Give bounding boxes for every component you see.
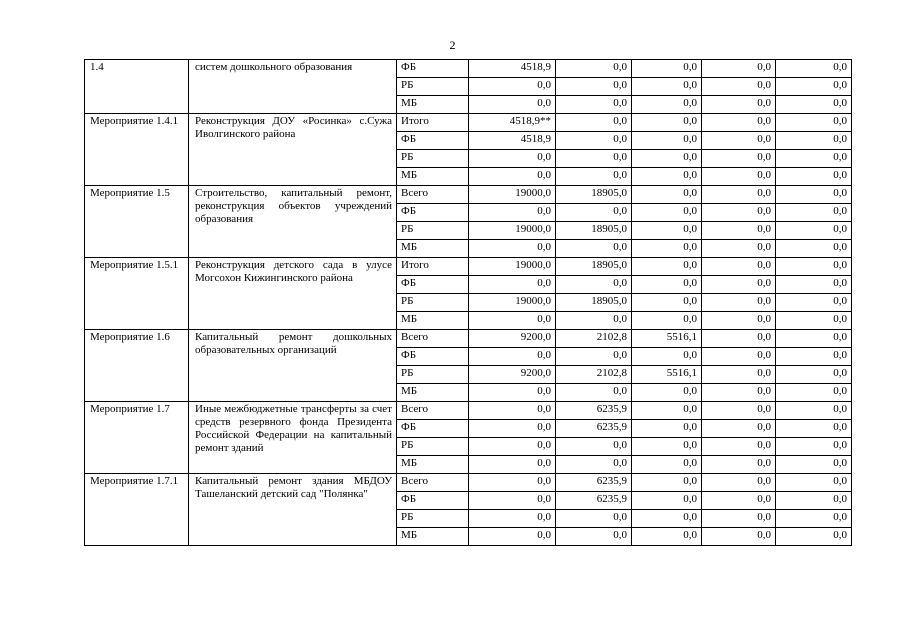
amount-cell: 0,0 (556, 276, 632, 294)
amount-cell: 0,0 (469, 276, 556, 294)
amount-cell: 0,0 (702, 132, 776, 150)
amount-cell: 0,0 (702, 60, 776, 78)
amount-cell: 0,0 (776, 456, 852, 474)
activity-name: Мероприятие 1.4.1 (85, 114, 189, 186)
amount-cell: 6235,9 (556, 402, 632, 420)
budget-source: РБ (397, 78, 469, 96)
activity-name: 1.4 (85, 60, 189, 114)
amount-cell: 19000,0 (469, 258, 556, 276)
amount-cell: 0,0 (702, 204, 776, 222)
budget-source: МБ (397, 384, 469, 402)
amount-cell: 0,0 (556, 438, 632, 456)
amount-cell: 0,0 (776, 294, 852, 312)
amount-cell: 0,0 (702, 186, 776, 204)
amount-cell: 0,0 (702, 294, 776, 312)
amount-cell: 0,0 (632, 492, 702, 510)
amount-cell: 0,0 (556, 312, 632, 330)
table-row (85, 60, 852, 78)
amount-cell: 0,0 (702, 258, 776, 276)
budget-source: РБ (397, 366, 469, 384)
amount-cell: 0,0 (632, 474, 702, 492)
amount-cell: 0,0 (776, 384, 852, 402)
budget-source: Всего (397, 402, 469, 420)
amount-cell: 19000,0 (469, 186, 556, 204)
amount-cell: 4518,9 (469, 60, 556, 78)
amount-cell: 0,0 (556, 114, 632, 132)
amount-cell: 0,0 (702, 528, 776, 546)
activity-name: Мероприятие 1.7.1 (85, 474, 189, 546)
page-number: 2 (449, 38, 456, 52)
amount-cell: 0,0 (632, 528, 702, 546)
activity-name: Мероприятие 1.5 (85, 186, 189, 258)
amount-cell: 0,0 (556, 132, 632, 150)
budget-source: Итого (397, 114, 469, 132)
budget-source: МБ (397, 312, 469, 330)
amount-cell: 0,0 (469, 474, 556, 492)
amount-cell: 0,0 (776, 186, 852, 204)
amount-cell: 0,0 (556, 528, 632, 546)
amount-cell: 0,0 (776, 510, 852, 528)
amount-cell: 0,0 (702, 96, 776, 114)
amount-cell: 0,0 (702, 492, 776, 510)
amount-cell: 0,0 (702, 474, 776, 492)
amount-cell: 0,0 (632, 312, 702, 330)
amount-cell: 0,0 (702, 168, 776, 186)
activity-name: Мероприятие 1.7 (85, 402, 189, 474)
amount-cell: 19000,0 (469, 222, 556, 240)
amount-cell: 0,0 (776, 528, 852, 546)
amount-cell: 0,0 (469, 510, 556, 528)
budget-source: Всего (397, 330, 469, 348)
table-row (85, 330, 852, 348)
amount-cell: 0,0 (632, 438, 702, 456)
amount-cell: 0,0 (776, 240, 852, 258)
table-row (85, 258, 852, 276)
amount-cell: 0,0 (632, 186, 702, 204)
budget-source: МБ (397, 168, 469, 186)
budget-source: ФБ (397, 132, 469, 150)
amount-cell: 0,0 (776, 312, 852, 330)
table-row (85, 186, 852, 204)
amount-cell: 0,0 (556, 348, 632, 366)
amount-cell: 0,0 (469, 492, 556, 510)
amount-cell: 0,0 (702, 150, 776, 168)
amount-cell: 0,0 (632, 276, 702, 294)
amount-cell: 18905,0 (556, 222, 632, 240)
amount-cell: 0,0 (469, 240, 556, 258)
amount-cell: 0,0 (702, 420, 776, 438)
amount-cell: 0,0 (469, 456, 556, 474)
amount-cell: 0,0 (776, 366, 852, 384)
amount-cell: 0,0 (469, 168, 556, 186)
amount-cell: 0,0 (776, 132, 852, 150)
amount-cell: 0,0 (469, 78, 556, 96)
activity-description: Иные межбюджетные трансферты за счет средств резервного фонда Президента Российской Федерации на капитальный ремонт зданий (189, 402, 397, 474)
budget-source: Итого (397, 258, 469, 276)
amount-cell: 0,0 (469, 150, 556, 168)
amount-cell: 0,0 (469, 438, 556, 456)
amount-cell: 0,0 (702, 402, 776, 420)
amount-cell: 0,0 (632, 294, 702, 312)
budget-source: МБ (397, 456, 469, 474)
amount-cell: 0,0 (776, 150, 852, 168)
amount-cell: 0,0 (632, 60, 702, 78)
budget-source: РБ (397, 150, 469, 168)
table-row (85, 402, 852, 420)
amount-cell: 19000,0 (469, 294, 556, 312)
budget-source: РБ (397, 222, 469, 240)
amount-cell: 0,0 (776, 78, 852, 96)
amount-cell: 0,0 (702, 78, 776, 96)
amount-cell: 0,0 (776, 114, 852, 132)
budget-table (84, 59, 852, 546)
amount-cell: 0,0 (632, 348, 702, 366)
amount-cell: 5516,1 (632, 330, 702, 348)
amount-cell: 0,0 (632, 222, 702, 240)
amount-cell: 18905,0 (556, 294, 632, 312)
amount-cell: 0,0 (702, 240, 776, 258)
amount-cell: 0,0 (776, 420, 852, 438)
budget-source: ФБ (397, 276, 469, 294)
amount-cell: 0,0 (632, 456, 702, 474)
table-row (85, 474, 852, 492)
amount-cell: 5516,1 (632, 366, 702, 384)
budget-source: РБ (397, 510, 469, 528)
budget-source: ФБ (397, 60, 469, 78)
amount-cell: 4518,9 (469, 132, 556, 150)
amount-cell: 9200,0 (469, 330, 556, 348)
amount-cell: 0,0 (776, 96, 852, 114)
activity-name: Мероприятие 1.5.1 (85, 258, 189, 330)
amount-cell: 0,0 (702, 330, 776, 348)
amount-cell: 0,0 (556, 78, 632, 96)
amount-cell: 0,0 (469, 402, 556, 420)
amount-cell: 2102,8 (556, 366, 632, 384)
amount-cell: 0,0 (632, 96, 702, 114)
amount-cell: 0,0 (556, 150, 632, 168)
activity-description: систем дошкольного образования (189, 60, 397, 114)
budget-source: РБ (397, 438, 469, 456)
amount-cell: 0,0 (469, 384, 556, 402)
budget-source: ФБ (397, 204, 469, 222)
amount-cell: 0,0 (469, 204, 556, 222)
amount-cell: 0,0 (632, 168, 702, 186)
amount-cell: 0,0 (632, 78, 702, 96)
amount-cell: 18905,0 (556, 258, 632, 276)
amount-cell: 9200,0 (469, 366, 556, 384)
amount-cell: 0,0 (556, 384, 632, 402)
amount-cell: 0,0 (556, 60, 632, 78)
amount-cell: 2102,8 (556, 330, 632, 348)
amount-cell: 0,0 (776, 402, 852, 420)
activity-description: Капитальный ремонт дошкольных образовательных организаций (189, 330, 397, 402)
amount-cell: 0,0 (632, 420, 702, 438)
amount-cell: 0,0 (776, 60, 852, 78)
amount-cell: 0,0 (776, 258, 852, 276)
amount-cell: 0,0 (632, 258, 702, 276)
amount-cell: 0,0 (556, 456, 632, 474)
amount-cell: 0,0 (776, 222, 852, 240)
amount-cell: 0,0 (632, 114, 702, 132)
budget-source: ФБ (397, 492, 469, 510)
activity-name: Мероприятие 1.6 (85, 330, 189, 402)
amount-cell: 0,0 (702, 312, 776, 330)
amount-cell: 0,0 (469, 420, 556, 438)
activity-description: Строительство, капитальный ремонт, реконструкция объектов учреждений образования (189, 186, 397, 258)
budget-source: РБ (397, 294, 469, 312)
amount-cell: 0,0 (556, 204, 632, 222)
amount-cell: 0,0 (702, 276, 776, 294)
amount-cell: 0,0 (702, 348, 776, 366)
amount-cell: 6235,9 (556, 492, 632, 510)
amount-cell: 0,0 (556, 168, 632, 186)
amount-cell: 0,0 (632, 510, 702, 528)
budget-source: ФБ (397, 420, 469, 438)
amount-cell: 18905,0 (556, 186, 632, 204)
amount-cell: 0,0 (776, 276, 852, 294)
amount-cell: 0,0 (469, 528, 556, 546)
amount-cell: 0,0 (632, 150, 702, 168)
amount-cell: 0,0 (556, 96, 632, 114)
amount-cell: 0,0 (556, 240, 632, 258)
amount-cell: 0,0 (702, 510, 776, 528)
amount-cell: 0,0 (776, 348, 852, 366)
budget-source: МБ (397, 96, 469, 114)
amount-cell: 0,0 (776, 474, 852, 492)
amount-cell: 0,0 (632, 384, 702, 402)
activity-description: Реконструкция ДОУ «Росинка» с.Сужа Иволгинского района (189, 114, 397, 186)
amount-cell: 0,0 (776, 168, 852, 186)
amount-cell: 0,0 (632, 402, 702, 420)
amount-cell: 0,0 (776, 438, 852, 456)
amount-cell: 0,0 (469, 96, 556, 114)
table-row (85, 114, 852, 132)
amount-cell: 0,0 (776, 492, 852, 510)
amount-cell: 0,0 (632, 240, 702, 258)
budget-source: ФБ (397, 348, 469, 366)
amount-cell: 0,0 (702, 456, 776, 474)
amount-cell: 6235,9 (556, 474, 632, 492)
amount-cell: 6235,9 (556, 420, 632, 438)
amount-cell: 0,0 (469, 348, 556, 366)
amount-cell: 0,0 (556, 510, 632, 528)
amount-cell: 0,0 (702, 384, 776, 402)
amount-cell: 0,0 (632, 204, 702, 222)
budget-source: МБ (397, 240, 469, 258)
amount-cell: 0,0 (702, 438, 776, 456)
budget-source: Всего (397, 474, 469, 492)
budget-source: Всего (397, 186, 469, 204)
amount-cell: 0,0 (469, 312, 556, 330)
activity-description: Реконструкция детского сада в улусе Могсохон Кижингинского района (189, 258, 397, 330)
activity-description: Капитальный ремонт здания МБДОУ Ташеланский детский сад "Полянка" (189, 474, 397, 546)
amount-cell: 0,0 (702, 222, 776, 240)
amount-cell: 0,0 (702, 366, 776, 384)
amount-cell: 0,0 (776, 330, 852, 348)
amount-cell: 0,0 (632, 132, 702, 150)
budget-source: МБ (397, 528, 469, 546)
amount-cell: 0,0 (702, 114, 776, 132)
amount-cell: 0,0 (776, 204, 852, 222)
amount-cell: 4518,9** (469, 114, 556, 132)
